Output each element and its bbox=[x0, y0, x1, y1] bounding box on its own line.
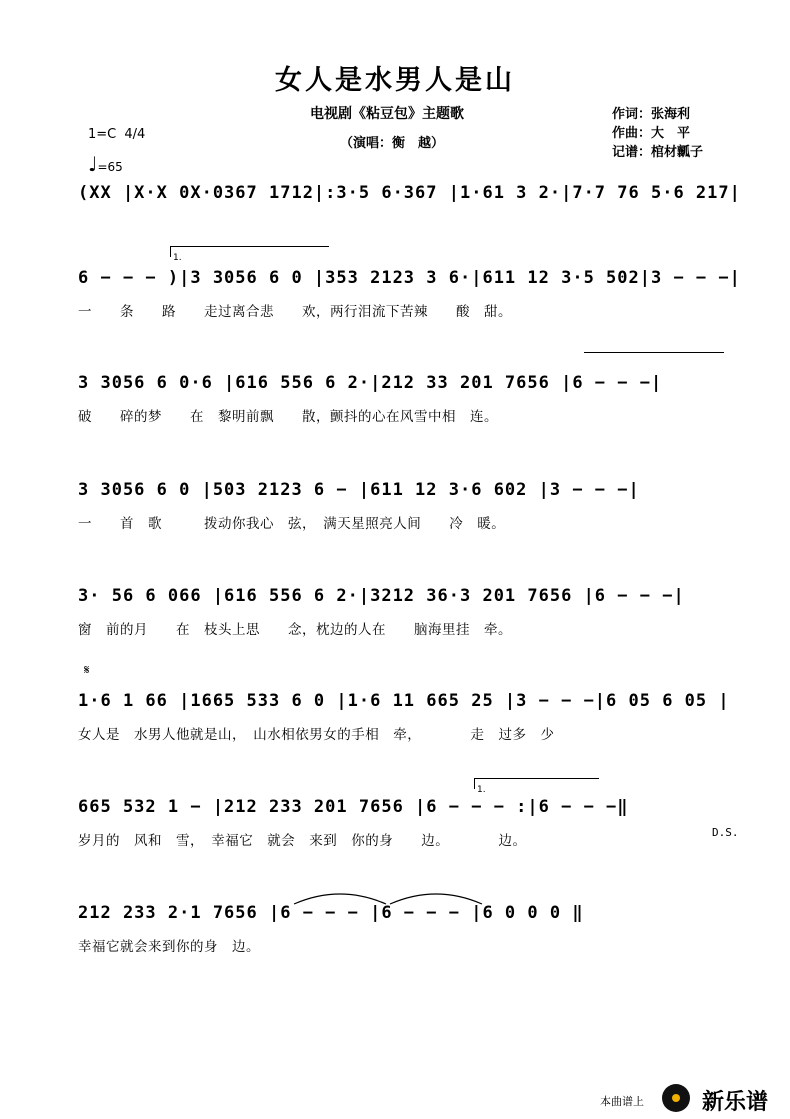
tie-arcs bbox=[290, 884, 580, 908]
notation-line-2: 6 − − − )|3 3056 6 0 |353 2123 3 6·|611 12 3·5 502|3 − − −| bbox=[78, 268, 741, 288]
singer-credit: （演唱：衡 越） bbox=[340, 136, 445, 151]
segno-icon: 𝄋 bbox=[84, 663, 90, 678]
song-title: 女人是水男人是山 bbox=[275, 65, 515, 96]
notation-line-4: 3 3056 6 0 |503 2123 6 − |611 12 3·6 602 |3 − − −| bbox=[78, 480, 640, 500]
lyric-line-4: 一 首 歌 拨动你我心 弦， 满天星照亮人间 冷 暖。 bbox=[78, 516, 506, 532]
volta-bracket-first-repeat: 1. bbox=[474, 778, 599, 789]
notation-line-8: 212 233 2·1 7656 |6 − − − |6 − − − |6 0 0 0 ‖ bbox=[78, 903, 584, 923]
lyric-line-5: 窗 前的月 在 枝头上思 念，枕边的人在 脑海里挂 牵。 bbox=[78, 622, 512, 638]
lyric-line-6: 女人是 水男人他就是山， 山水相依男女的手相 牵， 走 过多 少 bbox=[78, 727, 555, 743]
ds-marking: D.S. bbox=[712, 826, 739, 839]
composer-credit: 作曲：大 平 bbox=[612, 126, 691, 141]
notation-line-1: (XX |X·X 0X·0367 1712|:3·5 6·367 |1·61 3 2·|7·7 76 5·6 217| bbox=[78, 183, 741, 203]
record-disc-icon bbox=[662, 1084, 690, 1112]
footer-caption: 本曲谱上 bbox=[600, 1095, 644, 1108]
lyricist-credit: 作词：张海利 bbox=[612, 107, 691, 122]
volta-bracket-first: 1. bbox=[170, 246, 329, 257]
tempo-value: =65 bbox=[97, 160, 123, 174]
brand-logo-text: 新乐谱 bbox=[702, 1090, 769, 1115]
quarter-note-icon: ♩ bbox=[88, 152, 98, 176]
slur-line bbox=[584, 352, 724, 353]
time-signature: 4/4 bbox=[124, 127, 146, 142]
key-label: 1=C bbox=[88, 127, 117, 142]
key-signature bbox=[88, 127, 145, 142]
notation-line-6: 1·6 1 66 |1665 533 6 0 |1·6 11 665 25 |3 − − −|6 05 6 05 | bbox=[78, 691, 730, 711]
notation-line-7: 665 532 1 − |212 233 201 7656 |6 − − − :|6 − − −‖ bbox=[78, 797, 629, 817]
lyric-line-2: 一 条 路 走过离合悲 欢，两行泪流下苦辣 酸 甜。 bbox=[78, 304, 512, 320]
lyric-line-3: 破 碎的梦 在 黎明前飘 散，颤抖的心在风雪中相 连。 bbox=[78, 409, 498, 425]
lyric-line-8: 幸福它就会来到你的身 边。 bbox=[78, 939, 260, 955]
lyric-line-7: 岁月的 风和 雪， 幸福它 就会 来到 你的身 边。 边。 bbox=[78, 833, 527, 849]
transcriber-credit: 记谱：棺材瓤子 bbox=[612, 145, 704, 160]
notation-line-5: 3· 56 6 066 |616 556 6 2·|3212 36·3 201 7656 |6 − − −| bbox=[78, 586, 685, 606]
song-subtitle: 电视剧《粘豆包》主题歌 bbox=[310, 106, 464, 122]
notation-line-3: 3 3056 6 0·6 |616 556 6 2·|212 33 201 7656 |6 − − −| bbox=[78, 373, 663, 393]
tempo-marking bbox=[88, 152, 123, 176]
